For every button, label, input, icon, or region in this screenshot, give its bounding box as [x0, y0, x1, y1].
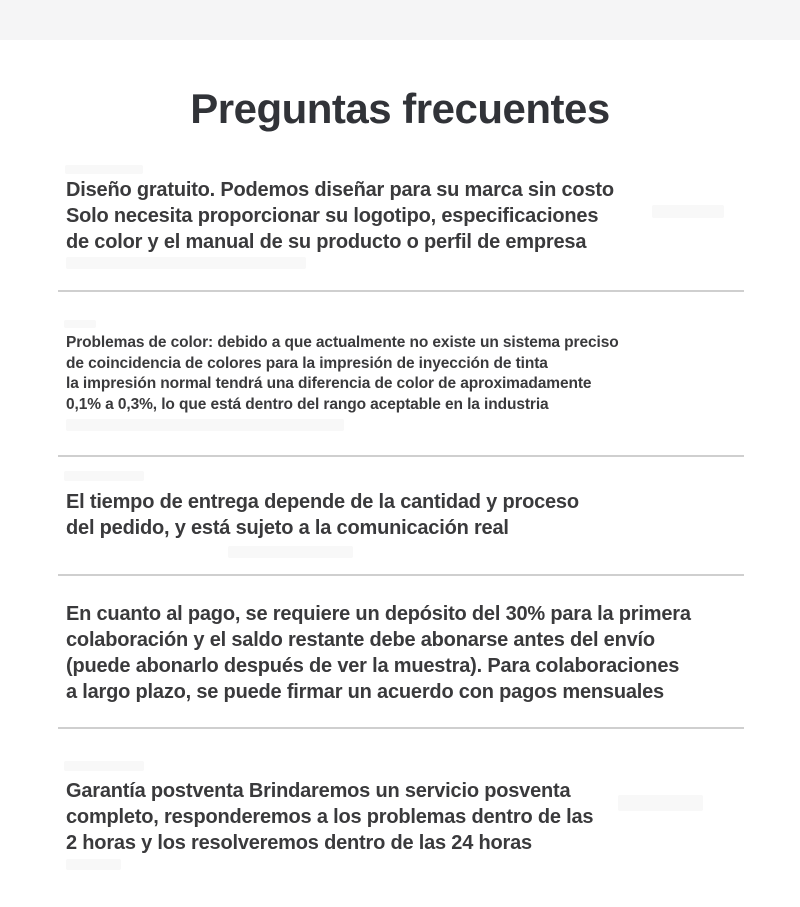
faq-line: El tiempo de entrega depende de la cantidad y proceso [66, 491, 579, 513]
section-divider [58, 290, 744, 292]
ghost-text-artifact [228, 546, 353, 558]
faq-line: de coincidencia de colores para la impresión de inyección de tinta [66, 354, 548, 372]
ghost-text-artifact [66, 859, 121, 870]
ghost-text-artifact [66, 419, 344, 431]
top-gray-band [0, 0, 800, 40]
faq-line: colaboración y el saldo restante debe abonarse antes del envío [66, 629, 655, 651]
faq-line: Garantía postventa Brindaremos un servicio posventa [66, 780, 571, 802]
faq-line: Diseño gratuito. Podemos diseñar para su marca sin costo [66, 179, 614, 201]
ghost-text-artifact [64, 761, 144, 771]
faq-item-payment-terms [66, 601, 766, 705]
page-title: Preguntas frecuentes [190, 85, 610, 132]
ghost-text-artifact [66, 257, 306, 269]
faq-line: En cuanto al pago, se requiere un depósito del 30% para la primera [66, 603, 691, 625]
section-divider [58, 574, 744, 576]
faq-line: de color y el manual de su producto o perfil de empresa [66, 231, 587, 253]
faq-item-after-sales-warranty [66, 778, 766, 856]
faq-line: 0,1% a 0,3%, lo que está dentro del rango aceptable en la industria [66, 395, 549, 413]
faq-line: 2 horas y los resolveremos dentro de las 24 horas [66, 832, 532, 854]
faq-line: Problemas de color: debido a que actualmente no existe un sistema preciso [66, 334, 619, 351]
faq-line: del pedido, y está sujeto a la comunicación real [66, 517, 509, 539]
faq-line: completo, responderemos a los problemas dentro de las [66, 806, 594, 828]
section-divider [58, 727, 744, 729]
ghost-text-artifact [64, 471, 144, 481]
ghost-text-artifact [65, 165, 143, 174]
ghost-text-artifact [618, 795, 703, 811]
faq-line: la impresión normal tendrá una diferencia de color de aproximadamente [66, 375, 592, 392]
faq-line: a largo plazo, se puede firmar un acuerdo con pagos mensuales [66, 681, 664, 703]
ghost-text-artifact [64, 320, 96, 328]
faq-item-color-issues [66, 333, 766, 415]
ghost-text-artifact [652, 205, 724, 218]
faq-line: Solo necesita proporcionar su logotipo, especificaciones [66, 205, 599, 227]
faq-item-delivery-time [66, 489, 766, 541]
section-divider [58, 455, 744, 457]
faq-line: (puede abonarlo después de ver la muestra). Para colaboraciones [66, 655, 680, 677]
